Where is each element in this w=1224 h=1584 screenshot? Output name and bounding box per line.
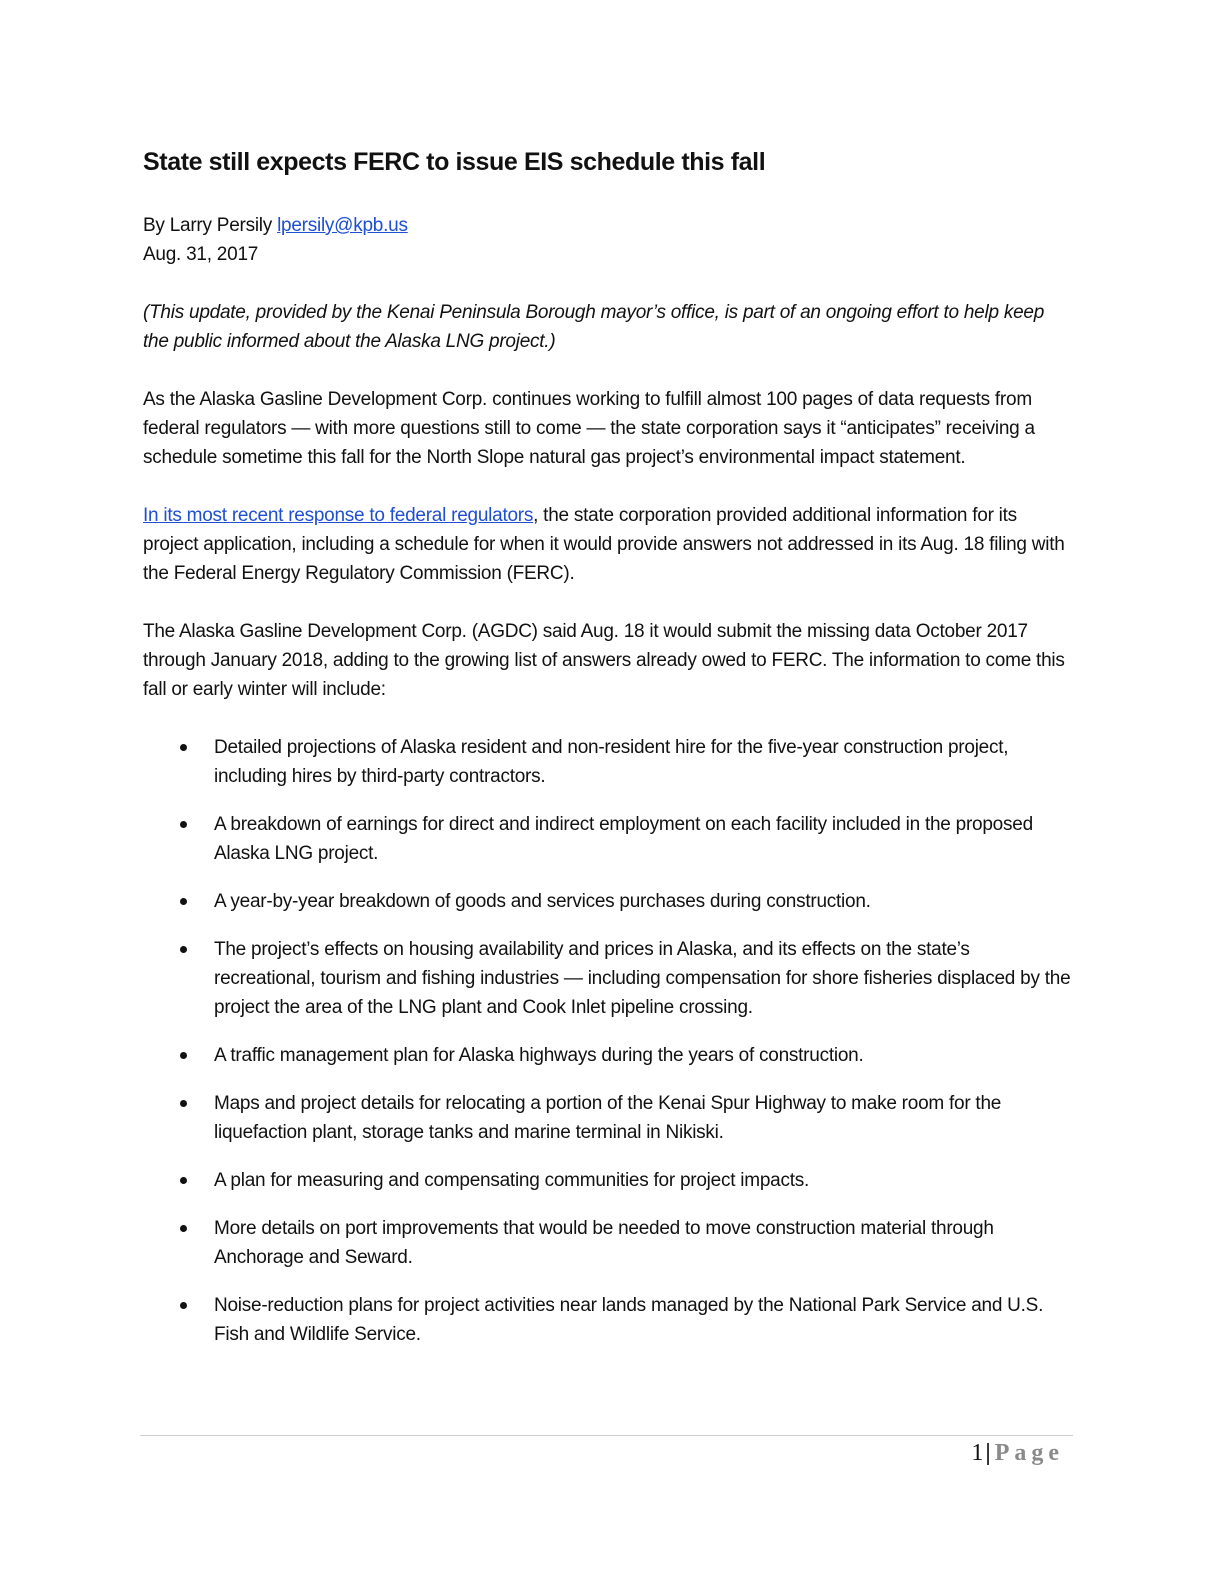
paragraph-3: The Alaska Gasline Development Corp. (AGDC) said Aug. 18 it would submit the missing data October 2017 through January 2018, adding to the growing list of answers already owed to FERC. The information to come this fall or early winter will include: [143, 621, 1065, 700]
author-line [143, 211, 1073, 240]
page-label: Page [994, 1440, 1064, 1466]
list-item-text: The project’s effects on housing availability and prices in Alaska, and its effects on the state’s recreational, tourism and fishing industries — including compensation for shore fisheries displaced by the project the area of the LNG plant and Cook Inlet pipeline crossing. [214, 939, 1071, 1018]
list-item [143, 1166, 1073, 1195]
footer-divider [140, 1435, 1073, 1436]
paragraph-1: As the Alaska Gasline Development Corp. continues working to fulfill almost 100 pages of data requests from federal regulators — with more questions still to come — the state corporation says it “anticipates” receiving a schedule sometime this fall for the North Slope natural gas project’s environmental impact statement. [143, 389, 1035, 468]
list-item-text: A year-by-year breakdown of goods and services purchases during construction. [214, 891, 871, 912]
list-item [143, 1291, 1073, 1349]
list-item [143, 1089, 1073, 1147]
list-item-text: A breakdown of earnings for direct and indirect employment on each facility included in the proposed Alaska LNG project. [214, 814, 1033, 864]
list-item-text: Maps and project details for relocating a portion of the Kenai Spur Highway to make room for the liquefaction plant, storage tanks and marine terminal in Nikiski. [214, 1093, 1002, 1143]
bullet-icon [180, 1302, 187, 1309]
document-page [143, 140, 1073, 1368]
article-title: State still expects FERC to issue EIS schedule this fall [143, 148, 766, 176]
info-list [143, 733, 1073, 1349]
list-item-text: More details on port improvements that would be needed to move construction material through Anchorage and Seward. [214, 1218, 994, 1268]
paragraph-2-text: , the state corporation provided additional information for its project application, including a schedule for when it would provide answers not addressed in its Aug. 18 filing with the Federal Energy Regulatory Commission (FERC). [143, 505, 1065, 584]
list-item-text: Detailed projections of Alaska resident and non-resident hire for the five-year construction project, including hires by third-party contractors. [214, 737, 1009, 787]
bullet-icon [180, 898, 187, 905]
paragraph-2 [143, 501, 1073, 588]
list-item [143, 733, 1073, 791]
footer-separator: | [985, 1440, 991, 1466]
bullet-icon [180, 1225, 187, 1232]
author-email-link[interactable]: lpersily@kpb.us [277, 215, 408, 236]
article-date: Aug. 31, 2017 [143, 244, 259, 265]
list-item-text: A traffic management plan for Alaska highways during the years of construction. [214, 1045, 864, 1066]
list-item [143, 1214, 1073, 1272]
editor-note: (This update, provided by the Kenai Peninsula Borough mayor’s office, is part of an ongoing effort to help keep the public informed about the Alaska LNG project.) [143, 302, 1045, 352]
byline [143, 211, 1073, 269]
list-item-text: A plan for measuring and compensating communities for project impacts. [214, 1170, 810, 1191]
byline-author: By Larry Persily [143, 215, 278, 236]
bullet-icon [180, 1052, 187, 1059]
bullet-icon [180, 946, 187, 953]
list-item [143, 935, 1073, 1022]
ferc-response-link[interactable]: In its most recent response to federal regulators [143, 505, 534, 526]
bullet-icon [180, 821, 187, 828]
list-item [143, 887, 1073, 916]
page-footer [971, 1436, 1064, 1470]
bullet-icon [180, 1177, 187, 1184]
list-item [143, 1041, 1073, 1070]
bullet-icon [180, 1100, 187, 1107]
list-item-text: Noise-reduction plans for project activities near lands managed by the National Park Service and U.S. Fish and Wildlife Service. [214, 1295, 1044, 1345]
list-item [143, 810, 1073, 868]
bullet-icon [180, 744, 187, 751]
page-number: 1 [971, 1440, 984, 1466]
